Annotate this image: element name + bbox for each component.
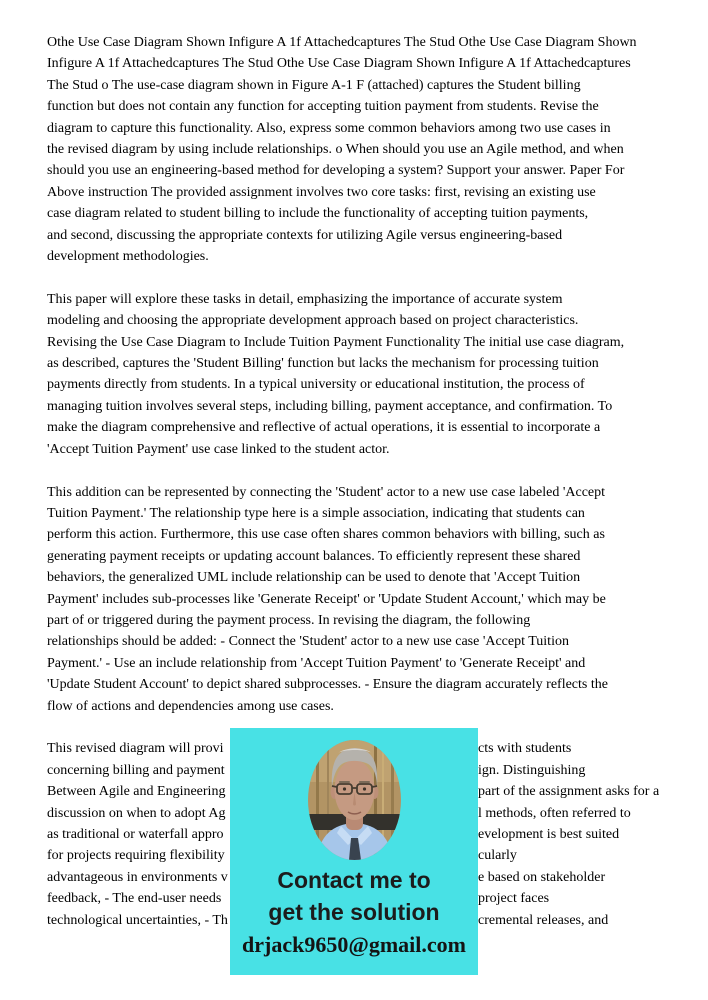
text-line: payments directly from students. In a typical university or educational institution, the process of <box>47 377 585 393</box>
text-fragment-left: for projects requiring flexibility <box>47 848 225 864</box>
contact-overlay-card <box>230 728 478 975</box>
text-line: flow of actions and dependencies among use cases. <box>47 698 334 714</box>
text-line: the revised diagram by using include relationships. o When should you use an Agile method, and when <box>47 142 624 158</box>
text-line: Infigure A 1f Attachedcaptures The Stud Othe Use Case Diagram Shown Infigure A 1f Attachedcaptures <box>47 56 631 72</box>
text-fragment-left: discussion on when to adopt Ag <box>47 805 226 821</box>
text-line: Payment.' - Use an include relationship from 'Accept Tuition Payment' to 'Generate Receipt' and <box>47 655 586 671</box>
text-line: This paper will explore these tasks in detail, emphasizing the importance of accurate system <box>47 291 563 307</box>
text-line: and second, discussing the appropriate contexts for utilizing Agile versus engineering-based <box>47 227 563 243</box>
text-fragment-right: part of the assignment asks for a <box>478 784 660 800</box>
text-line: relationships should be added: - Connect the 'Student' actor to a new use case 'Accept Tuition <box>47 634 569 650</box>
text-line: The Stud o The use-case diagram shown in Figure A-1 F (attached) captures the Student billing <box>47 77 581 93</box>
text-line: This addition can be represented by connecting the 'Student' actor to a new use case labeled 'Accept <box>47 484 606 500</box>
paragraph-3 <box>47 482 663 717</box>
text-line: 'Accept Tuition Payment' use case linked to the student actor. <box>47 441 390 457</box>
text-line: case diagram related to student billing to include the functionality of accepting tuition payments, <box>47 206 589 222</box>
contact-heading-line-2: get the solution <box>268 899 440 925</box>
text-line: Othe Use Case Diagram Shown Infigure A 1f Attachedcaptures The Stud Othe Use Case Diagram Shown <box>47 35 637 50</box>
contact-heading-line-1: Contact me to <box>277 867 431 893</box>
text-line: Above instruction The provided assignment involves two core tasks: first, revising an existing use <box>47 184 596 200</box>
text-line: behaviors, the generalized UML include relationship can be used to denote that 'Accept Tuition <box>47 570 581 586</box>
tutor-portrait-image <box>308 740 401 860</box>
text-fragment-right: cremental releases, and <box>478 912 609 928</box>
text-fragment-left: concerning billing and payment <box>47 762 225 778</box>
text-fragment-right: l methods, often referred to <box>478 805 631 821</box>
text-fragment-left: Between Agile and Engineering <box>47 784 226 800</box>
text-line: as described, captures the 'Student Billing' function but lacks the mechanism for processing tuition <box>47 356 599 372</box>
text-fragment-left: technological uncertainties, - Th <box>47 912 228 928</box>
text-line: 'Update Student Account' to depict shared subprocesses. - Ensure the diagram accurately reflects the <box>47 677 608 693</box>
text-fragment-right: ign. Distinguishing <box>478 762 586 778</box>
text-fragment-left: advantageous in environments v <box>47 869 228 885</box>
text-line: managing tuition involves several steps, including billing, payment acceptance, and confirmation. To <box>47 398 613 414</box>
text-line: generating payment receipts or updating account balances. To efficiently represent these shared <box>47 548 581 564</box>
text-fragment-right: evelopment is best suited <box>478 826 620 842</box>
text-fragment-right: e based on stakeholder <box>478 869 606 885</box>
text-line: Payment' includes sub-processes like 'Generate Receipt' or 'Update Student Account,' which may be <box>47 591 606 607</box>
contact-email: drjack9650@gmail.com <box>242 932 466 957</box>
text-line: perform this action. Furthermore, this use case often shares common behaviors with billing, such as <box>47 527 605 543</box>
contact-heading <box>268 864 439 928</box>
text-fragment-right: project faces <box>478 891 550 907</box>
text-line: should you use an engineering-based method for developing a system? Support your answer. Paper For <box>47 163 625 179</box>
tutor-portrait-photo <box>308 740 401 860</box>
text-line: modeling and choosing the appropriate development approach based on project characteristics. <box>47 313 579 329</box>
text-line: Tuition Payment.' The relationship type here is a simple association, indicating that students can <box>47 505 585 521</box>
text-line: make the diagram comprehensive and reflective of actual operations, it is essential to incorporate a <box>47 420 601 436</box>
text-fragment-left: This revised diagram will provi <box>47 741 224 757</box>
text-line: function but does not contain any function for accepting tuition payment from students. Revise the <box>47 99 599 115</box>
text-line: development methodologies. <box>47 249 209 265</box>
paragraph-2 <box>47 289 663 460</box>
text-fragment-right: cts with students <box>478 741 572 757</box>
paragraph-1 <box>47 32 663 267</box>
text-line: diagram to capture this functionality. Also, express some common behaviors among two use cases in <box>47 120 611 136</box>
text-fragment-left: as traditional or waterfall appro <box>47 826 224 842</box>
text-fragment-left: feedback, - The end-user needs <box>47 891 222 907</box>
text-fragment-right: cularly <box>478 848 517 864</box>
text-line: part of or triggered during the payment process. In revising the diagram, the following <box>47 612 531 628</box>
text-line: Revising the Use Case Diagram to Include Tuition Payment Functionality The initial use case diagram, <box>47 334 625 350</box>
